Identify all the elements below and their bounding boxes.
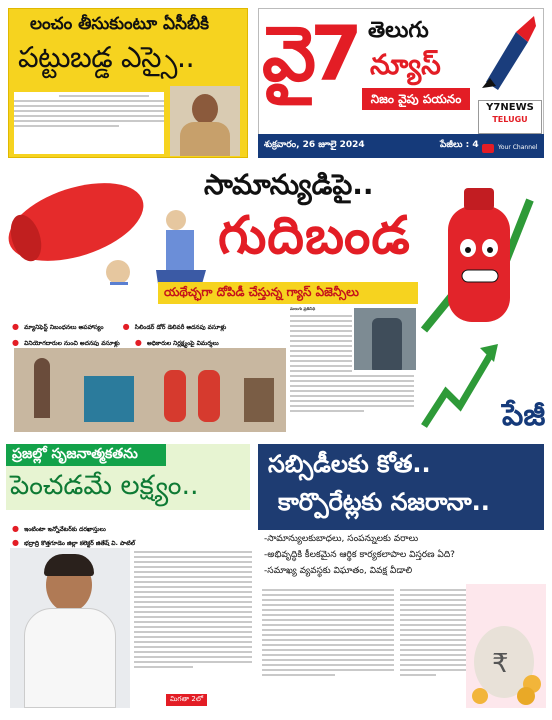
growth-arrow-icon [420, 340, 500, 430]
budget-title-line2: కార్పొరేట్లకు నజరానా.. [278, 488, 490, 516]
brand-badge-bottom: TELUGU [492, 115, 528, 124]
budget-bullet-2: -అభివృద్ధికి కీలకమైన ఆర్థిక కార్యకలాపాల విస్తరణ ఏది? [264, 550, 455, 560]
teaser-headline: పట్టుబడ్డ ఎస్సై.. [18, 40, 195, 74]
police-officer-photo [170, 86, 240, 156]
page-ref: పేజీ [502, 398, 546, 433]
green-story-body [134, 548, 252, 706]
gas-cylinder-cartoon [418, 166, 538, 336]
money-bag-illustration [466, 584, 546, 708]
collector-photo [10, 548, 130, 708]
main-headline: గుదిబండ [218, 206, 411, 266]
bullet-row-2 [12, 330, 282, 347]
green-bullet-2 [12, 530, 252, 547]
bullet-text: ఇంటింటా ఇన్నోవేటర్‌కు దరఖాస్తులు [24, 526, 106, 533]
cartoon-illustration [6, 160, 226, 285]
page-count: పేజీలు : 4 [440, 140, 479, 150]
bullet-text: మ్యానిఫెస్ట్ నిబంధనలు అపహాస్యం [24, 324, 104, 331]
bullet-dot-icon: ● [134, 338, 142, 347]
budget-title-line1: సబ్సిడీలకు కోత.. [268, 450, 431, 478]
issue-date: శుక్రవారం, 26 జూలై 2024 [264, 140, 365, 150]
bullet-text: సిలిండర్‌ డోర్‌ డెలివరీ అదనపు వసూళ్లు [134, 324, 227, 331]
green-title-line1: ప్రజల్లో సృజనాత్మకతను [12, 446, 138, 462]
cylinder-photo [352, 306, 418, 372]
budget-body-col1 [262, 586, 394, 706]
bullet-dot-icon: ● [12, 538, 19, 547]
continued-tag: మిగతా 2లో [166, 694, 207, 706]
bullet-row-1 [12, 314, 282, 331]
teaser-body-text [14, 92, 164, 154]
masthead-logo-numeral: వై7 [262, 9, 357, 98]
channel-label: Your Channel [498, 144, 538, 151]
green-title-line2: పెంచడమే లక్ష్యం.. [10, 470, 199, 501]
bullet-dot-icon: ● [12, 338, 19, 347]
brand-badge [478, 100, 542, 134]
masthead-logo-word1: తెలుగు [368, 18, 429, 43]
budget-bullet-3: -సమాఖ్య వ్యవస్థకు విఘాతం, వివక్ష వీడాలి [264, 566, 413, 576]
bullet-dot-icon: ● [122, 322, 130, 331]
bullet-text: భద్రాద్రి కొత్తగూడెం జిల్లా కలెక్టర్ జితేష్ వి. పాటిల్ [24, 540, 136, 547]
green-bullet-1 [12, 516, 252, 533]
kicker: సామాన్యుడిపై.. [204, 168, 374, 201]
youtube-icon [482, 144, 494, 153]
budget-bullet-1: -సామాన్యులకుబాధలు, సంపన్నులకు వరాలు [264, 534, 419, 544]
svg-text:₹: ₹ [492, 649, 509, 679]
bullet-text: అధికారుల నిర్లక్ష్యంపై విమర్శలు [146, 340, 219, 347]
pen-logo-icon [476, 12, 540, 92]
bullet-dot-icon: ● [12, 524, 19, 533]
teaser-line1: లంచం తీసుకుంటూ ఏసీబీకి [30, 14, 210, 34]
masthead-tagline: నిజం వైపు పయనం [362, 88, 470, 110]
gas-delivery-photo [14, 348, 286, 432]
bullet-text: వినియోగదారుల నుంచి అదనపు వసూళ్లు [24, 340, 120, 347]
brand-badge-top: Y7NEWS [486, 102, 534, 113]
subhead: యథేచ్ఛగా దోపిడీ చేస్తున్న గ్యాస్ ఏజెన్సీలు [164, 285, 359, 299]
byline: మలుగు ప్రతినిధి [290, 306, 316, 311]
bullet-dot-icon: ● [12, 322, 19, 331]
masthead-logo-word2: న్యూస్ [370, 48, 441, 81]
budget-body-col2 [400, 586, 466, 706]
